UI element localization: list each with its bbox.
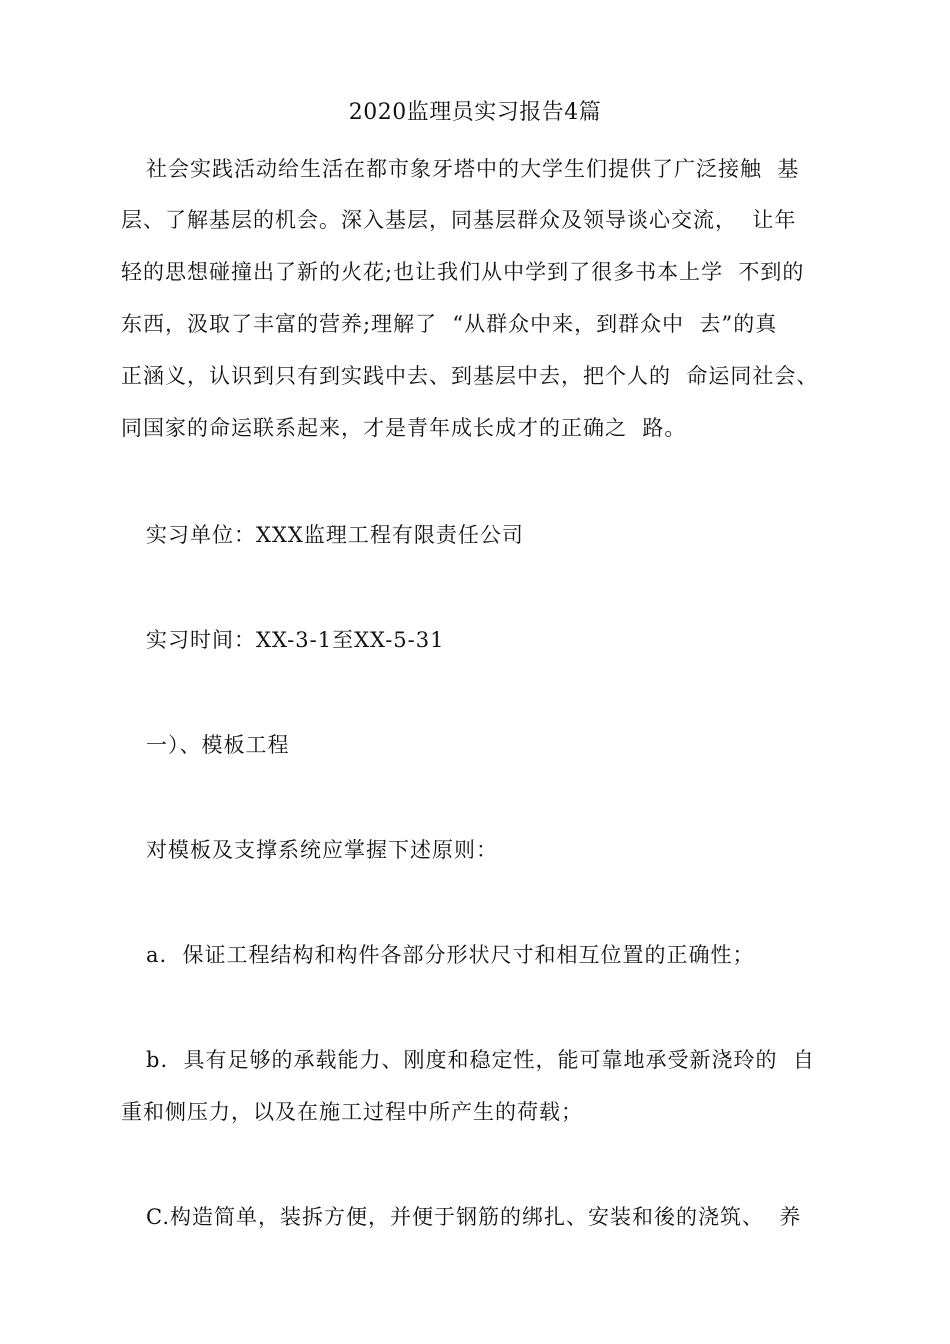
principle-item-c-line-1: C.构造简单，装拆方便，并便于钢筋的绑扎、安装和後的浇筑、 养 (146, 1205, 802, 1229)
intro-line-4: 东西，汲取了丰富的营养;理解了 “从群众中来，到群众中 去”的真 (121, 312, 778, 336)
intro-line-3: 轻的思想碰撞出了新的火花;也让我们从中学到了很多书本上学 不到的 (121, 260, 805, 284)
principle-item-b-line-1: b. 具有足够的承载能力、刚度和稳定性，能可靠地承受新浇玲的 自 (146, 1048, 815, 1072)
internship-unit: 实习单位：XXX监理工程有限责任公司 (146, 523, 524, 547)
intro-line-1: 社会实践活动给生活在都市象牙塔中的大学生们提供了广泛接触 基 (146, 157, 800, 181)
internship-time: 实习时间：XX-3-1至XX-5-31 (146, 628, 445, 652)
section-heading: 一）、模板工程 (146, 733, 290, 757)
document-title: 2020监理员实习报告4篇 (348, 100, 602, 125)
principles-intro: 对模板及支撑系统应掌握下述原则： (146, 838, 498, 862)
intro-line-2: 层、了解基层的机会。深入基层，同基层群众及领导谈心交流， 让年 (121, 208, 797, 232)
principle-item-b-line-2: 重和侧压力，以及在施工过程中所产生的荷载； (121, 1100, 583, 1124)
intro-line-5: 正涵义，认识到只有到实践中去、到基层中去，把个人的 命运同社会、 (121, 364, 819, 388)
principle-item-a: a. 保证工程结构和构件各部分形状尺寸和相互位置的正确性； (146, 943, 755, 967)
intro-line-6: 同国家的命运联系起来，才是青年成长成才的正确之 路。 (121, 416, 687, 440)
